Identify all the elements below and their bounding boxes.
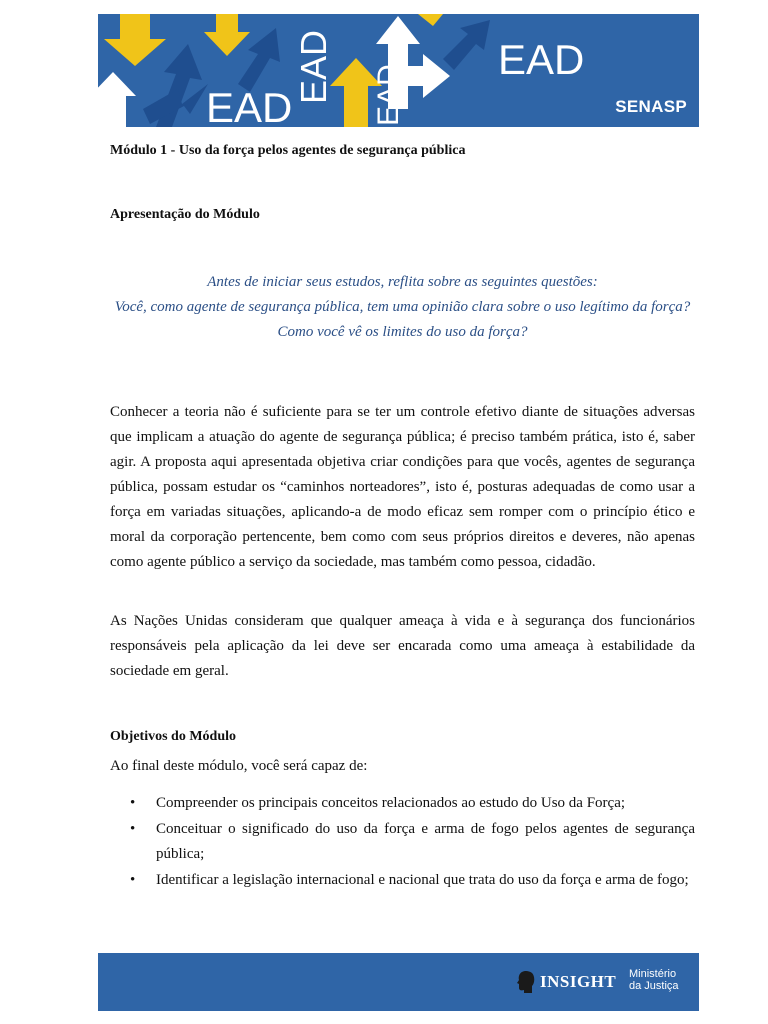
objective-text: Compreender os principais conceitos relacionados ao estudo do Uso da Força; (156, 795, 626, 811)
insight-logo-text: INSIGHT (540, 972, 617, 991)
body-paragraph: As Nações Unidas consideram que qualquer ameaça à vida e à segurança dos funcionários responsáveis pela aplicação da lei deve ser encarada como uma ameaça à estabilidade da sociedade em geral. (110, 613, 695, 679)
objective-text: Conceituar o significado do uso da força e arma de fogo pelos agentes de segurança pública; (156, 821, 695, 862)
ministry-line: da Justiça (629, 980, 679, 992)
senasp-label: SENASP (615, 97, 687, 116)
list-item (110, 868, 695, 893)
white-arrow-icon (403, 54, 450, 98)
footer-banner (98, 953, 699, 1011)
question-line: Antes de iniciar seus estudos, reflita sobre as seguintes questões: (207, 274, 598, 290)
objectives-list (110, 791, 695, 894)
svg-text:EAD: EAD (206, 84, 293, 127)
objectives-heading: Objetivos do Módulo (110, 729, 237, 744)
svg-text:EAD: EAD (293, 29, 334, 104)
bullet-icon: • (130, 821, 136, 837)
question-line: Você, como agente de segurança pública, tem uma opinião clara sobre o uso legítimo da força? (114, 299, 691, 315)
reflection-questions (110, 270, 695, 345)
list-item (110, 817, 695, 867)
insight-logo (516, 970, 616, 994)
header-banner (98, 14, 699, 127)
yellow-arrow-icon (204, 14, 250, 56)
bullet-icon: • (130, 872, 136, 888)
ministry-logo (629, 968, 679, 992)
objective-text: Identificar a legislação internacional e nacional que trata do uso da força e arma de fogo; (156, 872, 689, 888)
head-profile-icon (516, 970, 536, 994)
ministry-line: Ministério (629, 968, 677, 980)
yellow-arrow-icon (418, 14, 443, 26)
yellow-arrow-icon (104, 14, 166, 66)
white-arrow-icon (98, 72, 136, 127)
bullet-icon: • (130, 795, 136, 811)
list-item (110, 791, 695, 816)
ead-arrows-graphic (98, 14, 699, 127)
body-paragraph: Conhecer a teoria não é suficiente para se ter um controle efetivo diante de situações adversas que implicam a atuação do agente de segurança pública; é preciso também prática, isto é, saber agir. A proposta aqui apresentada objetiva criar condições para que vocês, agentes de segurança pública, possam estudar os “caminhos norteadores”, isto é, posturas adequadas de como usar a força em variadas situações, aplicando-a de modo eficaz sem romper com o princípio ético e moral da corporação pertencente, bem como com seus próprios direitos e deveres, não apenas como agente público a serviço da sociedade, mas também como pessoa, cidadão. (110, 404, 695, 570)
svg-text:EAD: EAD (372, 64, 405, 126)
question-line: Como você vê os limites do uso da força? (277, 324, 528, 340)
svg-text:EAD: EAD (498, 36, 585, 83)
dark-arrow-icon (443, 20, 490, 70)
presentation-heading: Apresentação do Módulo (110, 207, 260, 222)
objectives-intro: Ao final deste módulo, você será capaz de: (110, 758, 368, 774)
module-title: Módulo 1 - Uso da força pelos agentes de segurança pública (110, 143, 466, 158)
